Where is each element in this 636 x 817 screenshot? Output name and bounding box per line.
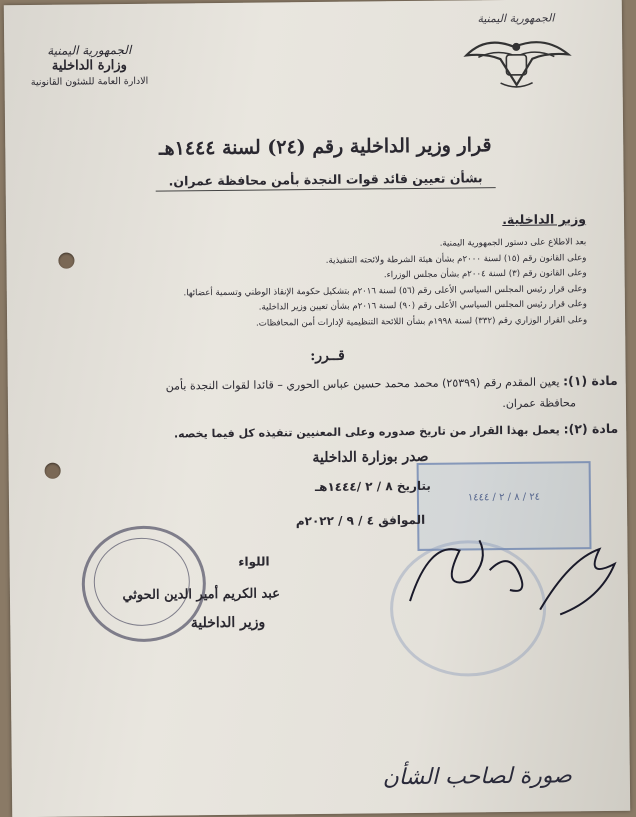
header-ministry: وزارة الداخلية xyxy=(51,57,127,74)
signature-title: وزير الداخلية xyxy=(190,614,266,632)
punch-hole-bottom xyxy=(45,463,61,479)
preamble-item: وعلى قرار رئيس المجلس السياسي الأعلى رقم (٥٦) لسنة ٢٠١٦م بتشكيل حكومة الإنقاذ الوطني وتسمية أعضائها. xyxy=(183,283,587,298)
preamble-item: بعد الاطلاع على دستور الجمهورية اليمنية. xyxy=(439,237,587,249)
article-2 xyxy=(88,419,618,446)
preamble-item: وعلى قرار رئيس المجلس السياسي الأعلى رقم (٩٠) لسنة ٢٠١٦م بشأن تعيين وزير الداخلية. xyxy=(258,299,587,313)
emblem-block xyxy=(446,11,587,102)
header-country: الجمهورية اليمنية xyxy=(47,42,132,58)
header-department: الادارة العامة للشئون القانونية xyxy=(30,75,149,88)
decree-subtitle: بشأن تعيين قائد قوات النجدة بأمن محافظة عمران. xyxy=(156,170,496,192)
date-gregorian: الموافق ٤ / ٩ / ٢٠٢٢م xyxy=(295,512,426,529)
handwritten-signatures-icon xyxy=(399,519,630,631)
decree-title: قرار وزير الداخلية رقم (٢٤) لسنة ١٤٤٤هـ xyxy=(158,134,492,160)
yemen-eagle-emblem-icon xyxy=(456,24,577,95)
signature-name: عبد الكريم أمير الدين الحوثي xyxy=(122,586,281,604)
punch-hole-top xyxy=(58,253,74,269)
article-1-text: يعين المقدم رقم (٢٥٣٩٩) محمد محمد حسين عباس الحوري – قائدا لقوات النجدة بأمن xyxy=(165,375,560,393)
preamble-item: وعلى القانون رقم (١٥) لسنة ٢٠٠٠م بشأن هيئة الشرطة ولائحته التنفيذية. xyxy=(325,252,587,266)
document-sheet xyxy=(4,0,630,817)
preamble-item: وعلى القانون رقم (٣) لسنة ٢٠٠٤م بشأن مجلس الوزراء. xyxy=(383,268,587,281)
emblem-caption: الجمهورية اليمنية xyxy=(477,11,555,26)
preamble-list xyxy=(76,235,587,333)
date-hijri: بتاريخ ٨ / ٢ /١٤٤٤هـ xyxy=(314,478,431,495)
article-2-label: مادة (٢): xyxy=(563,420,619,437)
issued-at: صدر بوزارة الداخلية xyxy=(312,448,429,467)
article-2-text: يعمل بهذا القرار من تاريخ صدوره وعلى المعنيين تنفيذه كل فيما يخصه. xyxy=(173,423,560,441)
stamp-number: ٢٤ / ٨ / ٢ / ١٤٤٤ xyxy=(467,491,541,504)
header-right-block xyxy=(4,41,174,91)
handwritten-note: صورة لصاحب الشأن xyxy=(382,763,572,791)
decided-heading: قــرر: xyxy=(310,347,345,365)
article-1-label: مادة (١): xyxy=(562,372,618,389)
minister-heading: وزير الداخلية. xyxy=(502,211,587,228)
preamble-item: وعلى القرار الوزاري رقم (٣٣٢) لسنة ١٩٩٨م بشأن اللائحة التنظيمية لإدارات أمن المحافظات. xyxy=(255,314,588,329)
signature-rank: اللواء xyxy=(238,554,270,569)
article-1-continuation: محافظة عمران. xyxy=(502,396,577,411)
